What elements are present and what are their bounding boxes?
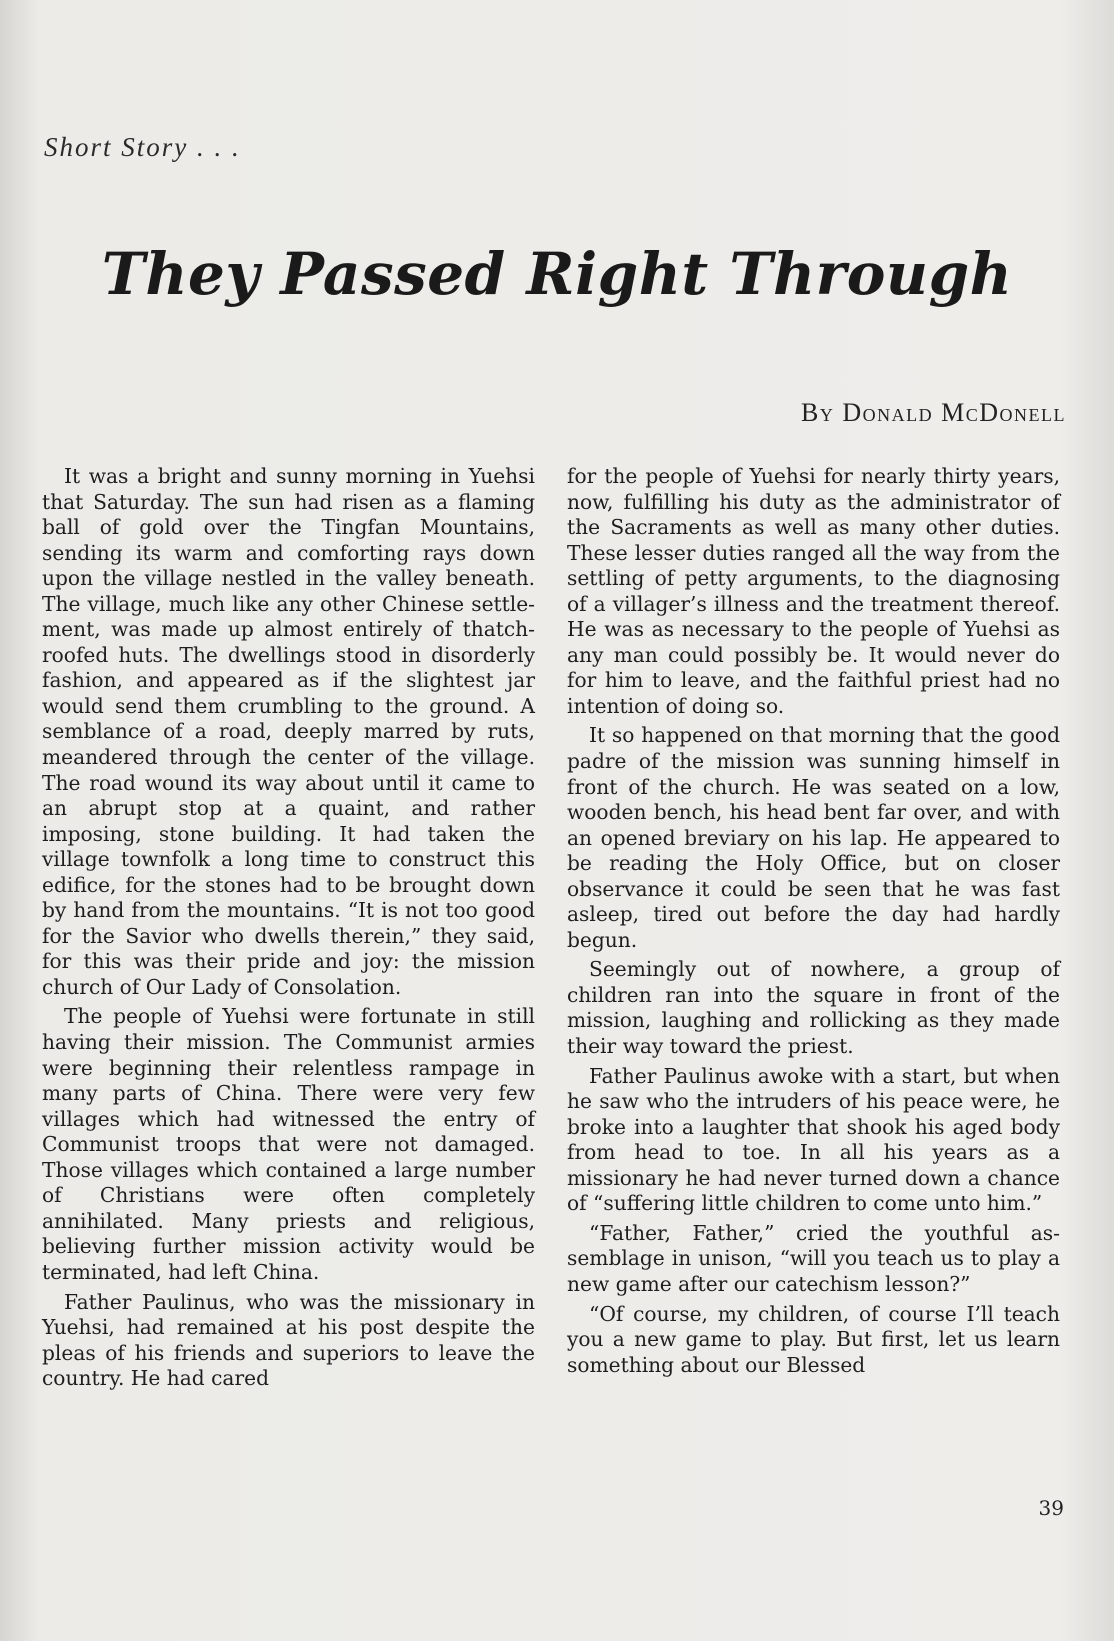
left-column (42, 464, 535, 1396)
paragraph: The people of Yuehsi were fortunate in still having their mission. The Communist armies were beginning their relentless rampage in many parts of China. There were very few villages which had witnessed the entry of Communist troops that were not damaged. Those villages which contained a large number of Christians were often completely annihilated. Many priests and religious, believing further mission activity would be terminated, had left China. (42, 1004, 535, 1284)
story-title: They Passed Right Through (101, 240, 1013, 308)
paragraph: Father Paulinus awoke with a start, but when he saw who the intruders of his peace were, he broke into a laughter that shook his aged body from head to toe. In all his years as a missionary he had never turned down a chance of “suffering little children to come unto him.” (567, 1063, 1060, 1216)
paragraph: “Of course, my children, of course I’ll teach you a new game to play. But first, let us learn something about our Blessed (567, 1301, 1060, 1377)
author-byline: By Donald McDonell (801, 398, 1066, 427)
section-kicker: Short Story . . . (44, 132, 241, 162)
paragraph: It so happened on that morning that the good padre of the mission was sunning himself in front of the church. He was seated on a low, wooden bench, his head bent far over, and with an opened breviary on his lap. He appeared to be reading the Holy Office, but on closer observance it could be seen that he was fast asleep, tired out before the day had hardly begun. (567, 723, 1060, 952)
paragraph: It was a bright and sunny morning in Yuehsi that Saturday. The sun had risen as a flaming ball of gold over the Tingfan Mountains, sending its warm and comforting rays down upon the village nestled in the valley beneath. The village, much like any other Chinese settlement, was made up almost entirely of thatch-roofed huts. The dwellings stood in disorderly fashion, and appeared as if the slightest jar would send them crumbling to the ground. A semblance of a road, deeply marred by ruts, meandered through the center of the village. The road wound its way about until it came to an abrupt stop at a quaint, and rather imposing, stone building. It had taken the village townfolk a long time to construct this edifice, for the stones had to be brought down by hand from the mountains. “It is not too good for the Savior who dwells therein,” they said, for this was their pride and joy: the mission church of Our Lady of Consolation. (42, 464, 535, 999)
paragraph: for the people of Yuehsi for nearly thirty years, now, fulfilling his duty as the administrator of the Sacraments as well as many other duties. These lesser duties ranged all the way from the settling of petty arguments, to the diagnosing of a villager’s illness and the treatment thereof. He was as necessary to the people of Yuehsi as any man could possibly be. It would never do for him to leave, and the faithful priest had no intention of doing so. (567, 464, 1060, 718)
paragraph: “Father, Father,” cried the youthful assemblage in unison, “will you teach us to play a new game after our catechism lesson?” (567, 1220, 1060, 1296)
page-number: 39 (1038, 1496, 1064, 1520)
right-column (567, 464, 1060, 1382)
paragraph: Seemingly out of nowhere, a group of children ran into the square in front of the mission, laughing and rollicking as they made their way toward the priest. (567, 957, 1060, 1059)
paragraph: Father Paulinus, who was the missionary in Yuehsi, had remained at his post despite the pleas of his friends and superiors to leave the country. He had cared (42, 1289, 535, 1391)
